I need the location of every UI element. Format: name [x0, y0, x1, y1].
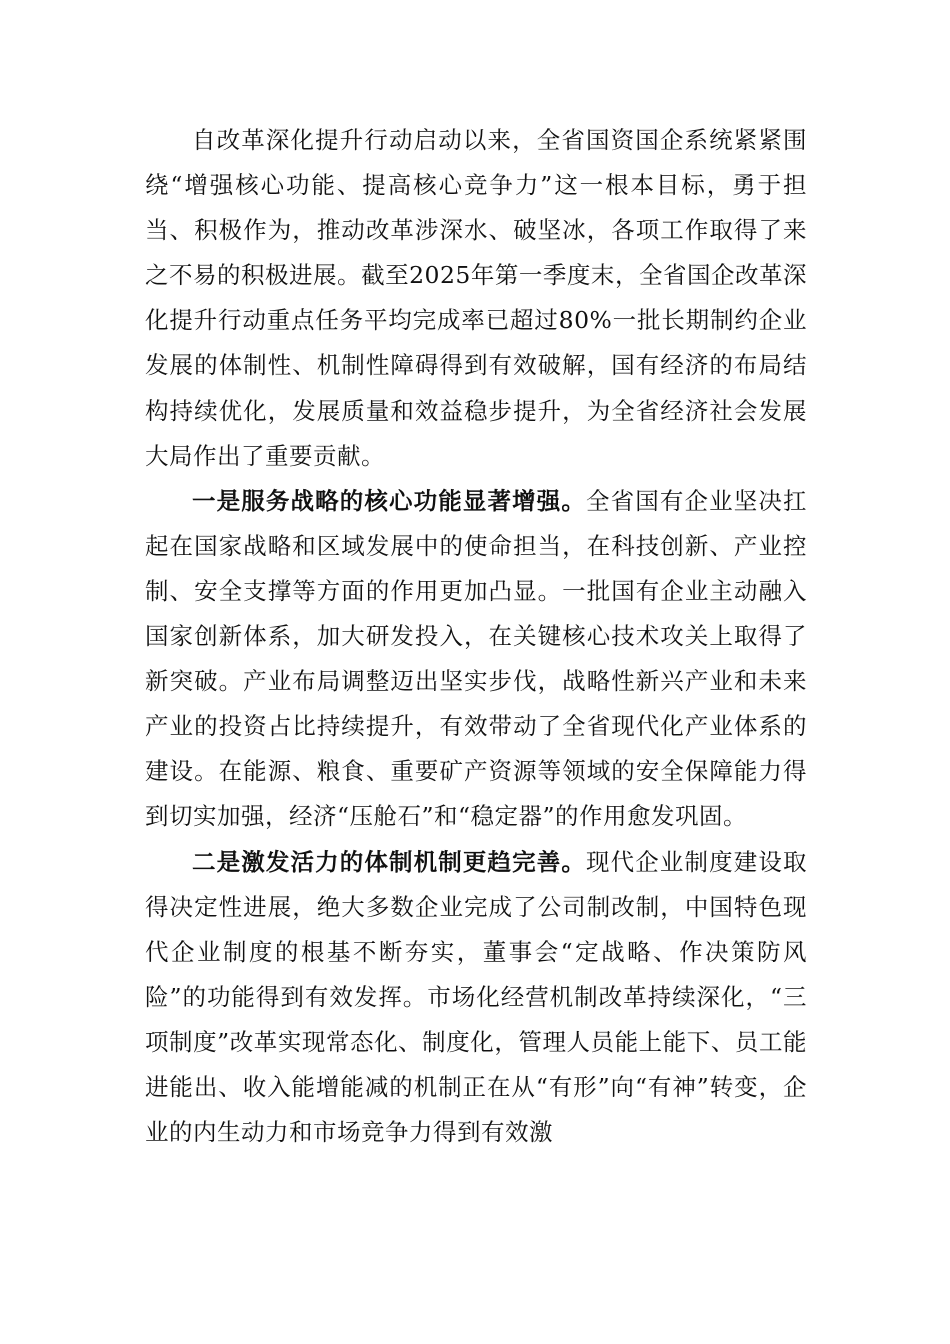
paragraph-institutional-mechanism-text: 现代企业制度建设取得决定性进展，绝大多数企业完成了公司制改制，中国特色现代企业制度的根基不断夯实，董事会“定战略、作决策防风险”的功能得到有效发挥。市场化经营机制改革持续深化，“三项制度”改革实现常态化、制度化，管理人员能上能下、员工能进能出、收入能增能减的机制正在从“有形”向“有神”转变，企业的内生动力和市场竞争力得到有效激 — [145, 847, 807, 1147]
paragraph-institutional-mechanism-heading: 二是激发活力的体制机制更趋完善。 — [192, 847, 586, 876]
paragraph-intro — [145, 118, 807, 479]
paragraph-intro-text: 自改革深化提升行动启动以来，全省国资国企系统紧紧围绕“增强核心功能、提高核心竞争力”这一根本目标，勇于担当、积极作为，推动改革涉深水、破坚冰，各项工作取得了来之不易的积极进展。截至2025年第一季度末，全省国企改革深化提升行动重点任务平均完成率已超过80%一批长期制约企业发展的体制性、机制性障碍得到有效破解，国有经济的布局结构持续优化，发展质量和效益稳步提升，为全省经济社会发展大局作出了重要贡献。 — [145, 126, 807, 470]
paragraph-core-function-heading: 一是服务战略的核心功能显著增强。 — [192, 486, 586, 515]
paragraph-institutional-mechanism — [145, 840, 807, 1156]
paragraph-core-function — [145, 479, 807, 840]
paragraph-core-function-text: 全省国有企业坚决扛起在国家战略和区域发展中的使命担当，在科技创新、产业控制、安全支撑等方面的作用更加凸显。一批国有企业主动融入国家创新体系，加大研发投入，在关键核心技术攻关上取得了新突破。产业布局调整迈出坚实步伐，战略性新兴产业和未来产业的投资占比持续提升，有效带动了全省现代化产业体系的建设。在能源、粮食、重要矿产资源等领域的安全保障能力得到切实加强，经济“压舱石”和“稳定器”的作用愈发巩固。 — [145, 486, 807, 831]
document-body — [145, 118, 807, 1155]
